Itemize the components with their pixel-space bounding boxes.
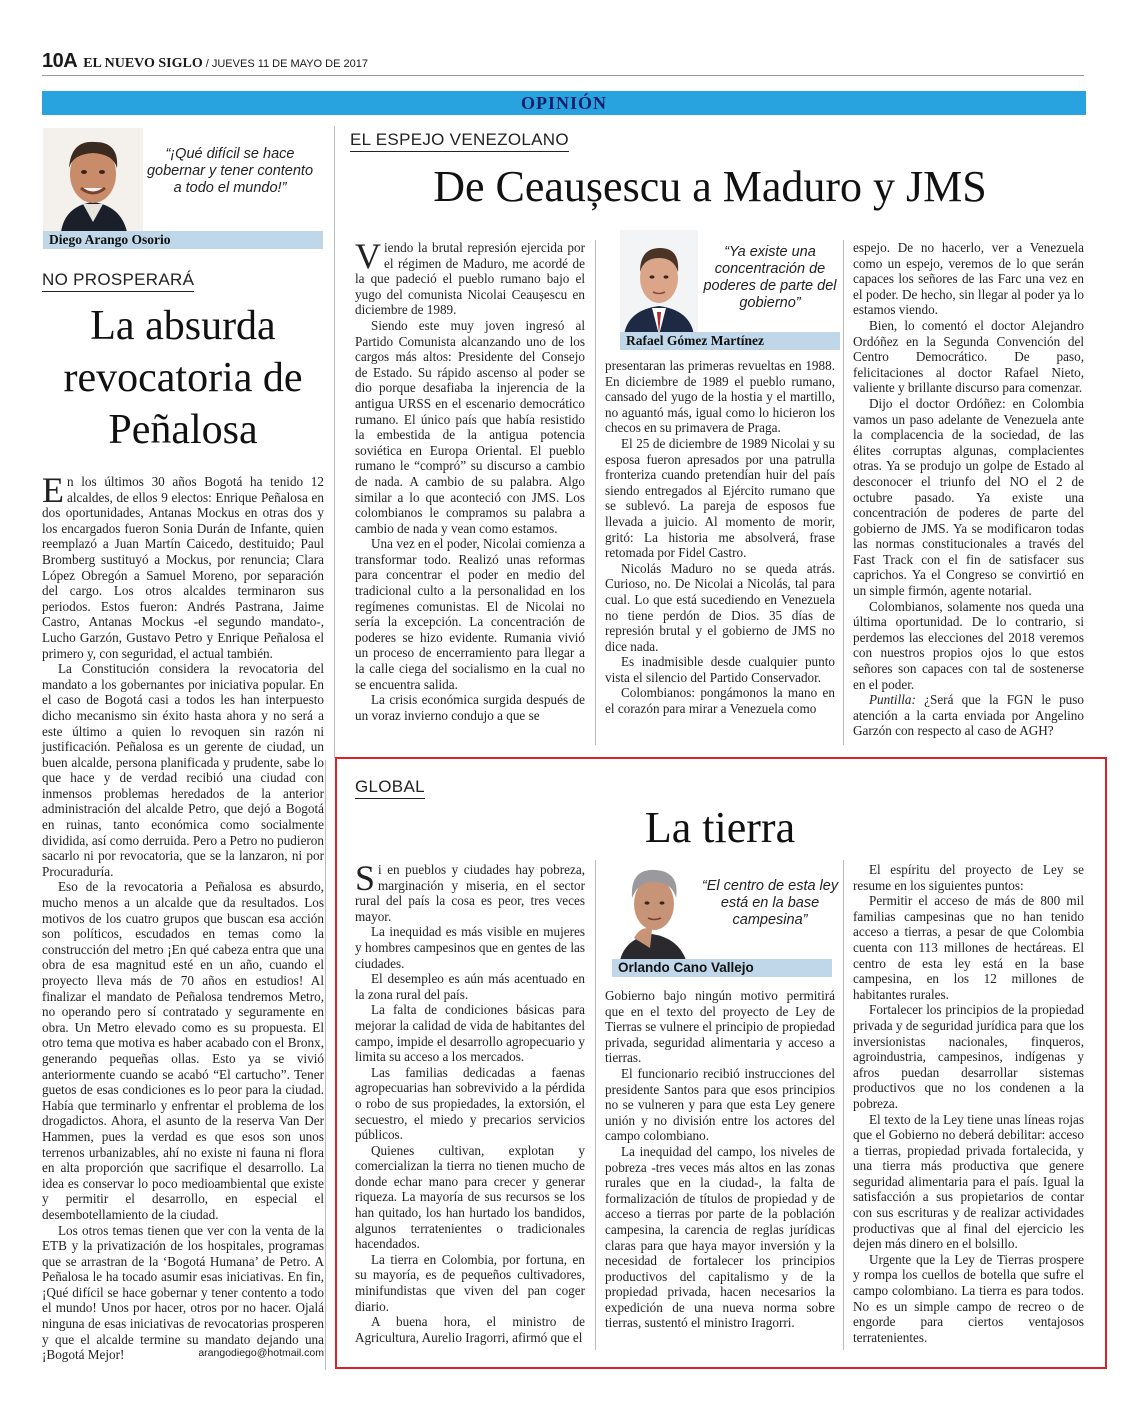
paragraph: Gobierno bajo ningún motivo permitirá que en el texto del proyecto de Ley de Tierras se vulnere el principio de propiedad privada, seguridad alimentaria y acceso a tierras. xyxy=(605,988,835,1066)
paragraph: Una vez en el poder, Nicolai comienza a transformar todo. Realizó unas reformas para concentrar el poder en medio del tradicional culto a la personalidad en los regímenes comunistas. El de Nicolai no sería la excepción. La concentración de poderes se hizo evidente. Rumania vivió un proceso de encerramiento para llegar a la calle ciega del socialismo en la cual no se encuentra salida. xyxy=(355,536,585,692)
paragraph: La crisis económica surgida después de un voraz invierno condujo a que se xyxy=(355,692,585,723)
paragraph: espejo. De no hacerlo, ver a Venezuela como un espejo, veremos de lo que serán capaces los señores de las Farc una vez en el poder. De hecho, sin llegar al poder ya lo estamos viendo. xyxy=(853,240,1084,318)
paragraph: El desempleo es aún más acentuado en la zona rural del país. xyxy=(355,971,585,1002)
puntilla-label: Puntilla: xyxy=(869,692,916,708)
page-header xyxy=(42,50,1084,76)
kicker-label: EL ESPEJO VENEZOLANO xyxy=(350,130,569,152)
author-name: Diego Arango Osorio xyxy=(43,231,323,249)
paragraph: El espíritu del proyecto de Ley se resume en los siguientes puntos: xyxy=(853,862,1084,893)
paragraph: En los últimos 30 años Bogotá ha tenido 12 alcaldes, de ellos 9 electos: Enrique Peñalosa en dos oportunidades, Antanas Mockus en otras dos y los encargados fueron Sonia Durán de Infante, quien reemplazó a Juan Martín Caicedo, destituido; Paul Bromberg sustituyó a Mockus, por renuncia; Clara López Obregón a Samuel Moreno, por separación del cargo. Los otros alcaldes terminaron sus periodos. Estos fueron: Andrés Pastrana, Jaime Castro, Antanas Mockus -el segundo mandato-, Lucho Garzón, Gustavo Petro y Enrique Peñalosa el primero y, con seguridad, el actual también. xyxy=(42,470,324,661)
article-headline: De Ceaușescu a Maduro y JMS xyxy=(433,162,987,211)
pull-quote: “El centro de esta ley está en la base campesina” xyxy=(701,878,839,928)
paragraph: Viendo la brutal represión ejercida por el régimen de Maduro, me acordé de la que padeció el pueblo rumano bajo el yugo del comunista Nicolai Ceaușescu en diciembre de 1989. xyxy=(355,236,585,318)
author-photo xyxy=(612,858,702,960)
column-divider xyxy=(843,240,844,745)
paragraph: Las familias dedicadas a faenas agropecuarias han sobrevivido a la pérdida o robo de sus propiedades, la extorsión, el secuestro, el miedo y precarios servicios públicos. xyxy=(355,1064,585,1143)
author-email: arangodiego@hotmail.com xyxy=(198,1347,324,1359)
author-name: Orlando Cano Vallejo xyxy=(612,959,832,977)
paragraph: Urgente que la Ley de Tierras prospere y rompa los cuellos de botella que sufre el campo colombiano. La tierra es para todos. No es un simple campo de recreo o de engorde para ciertos ventajosos terratenientes. xyxy=(853,1251,1084,1345)
paragraph: Siendo este muy joven ingresó al Partido Comunista alcanzando uno de los cargos más altos: Presidente del Consejo de Estado. Su rápido ascenso al poder se dio porque desafiaba la injerencia de la antigua URSS en el escenario democrático rumano. El único país que había resistido la embestida de la antigua potencia soviética en Europa Oriental. El pueblo rumano le “compró” su discurso a cambio de nada. A cambio de su palabra. Algo similar a lo que aconteció con JMS. Los colombianos le compramos su palabra a cambio de nada y vean como estamos. xyxy=(355,317,585,536)
paragraph: La inequidad del campo, los niveles de pobreza -tres veces más altos en las zonas rurales que en la ciudad-, la falta de formalización de títulos de propiedad y de acceso a tierras por parte de la población campesina, la carencia de reglas jurídicas claras para que haya mayor inversión y la necesidad de fortalecer los principios productivos del capitalismo y de la propiedad privada, hacen necesarios la expedición de una nueva norma sobre tierras, sustentó el ministro Iragorri. xyxy=(605,1143,835,1331)
article-kicker xyxy=(42,270,194,292)
pull-quote: “Ya existe una concentración de poderes de parte del gobierno” xyxy=(703,244,837,311)
paragraph: La inequidad es más visible en mujeres y hombres campesinos que en gentes de las ciudades. xyxy=(355,924,585,971)
drop-cap: V xyxy=(355,236,381,276)
paragraph: El funcionario recibió instrucciones del presidente Santos para que esos principios no se vulneren y para que esta Ley genere unión y no división entre los actores del campo colombiano. xyxy=(605,1065,835,1144)
newspaper-name: EL NUEVO SIGLO xyxy=(83,56,203,71)
pull-quote: “¡Qué difícil se hace gobernar y tener contento a todo el mundo!” xyxy=(146,146,314,196)
paragraph: Si en pueblos y ciudades hay pobreza, marginación y miseria, en el sector rural del país la cosa es peor, tres veces mayor. xyxy=(355,858,585,924)
kicker-label: GLOBAL xyxy=(355,777,425,799)
paragraph: La Constitución considera la revocatoria del mandato a los gobernantes por iniciativa popular. En el caso de Bogotá casi a todos les han interpuesto dicho mecanismo sin éxito hasta ahora y no será a este último a quien lo revoquen sin razón ni justificación. Peñalosa es un gerente de ciudad, un buen alcalde, persona planificada y prudente, sabe lo que hace y de verdad recibió una ciudad con inmensos problemas heredados de la anterior administración del alcalde Petro, que dejó a Bogotá en ruinas, tanto económica como socialmente dividida, así como derruida. Pero a Petro no pudieron sacarlo ni por revocatoria, que se la lanzaron, ni por Procuraduría. xyxy=(42,661,324,879)
paragraph: Colombianos, solamente nos queda una última oportunidad. De lo contrario, si perdemos las elecciones del 2018 veremos con nuestros propios ojos lo que estos señores son capaces con tal de sostenerse en el poder. xyxy=(853,598,1084,692)
paragraph: presentaran las primeras revueltas en 1988. En diciembre de 1989 el pueblo rumano, cansado del yugo de la hostia y el martillo, no aguantó más, igual como lo hicieron los checos en su primavera de Praga. xyxy=(605,358,835,436)
drop-cap: S xyxy=(355,858,376,898)
paragraph: Nicolás Maduro no se queda atrás. Curioso, no. De Nicolai a Nicolás, tal para cual. Lo que está sucediendo en Venezuela no tiene perdón de Dios. 35 días de represión brutal y el gobierno de JMS no dice nada. xyxy=(605,560,835,654)
paragraph: Eso de la revocatoria a Peñalosa es absurdo, mucho menos a un alcalde que da resultados. Los motivos de los cuatro grupos que buscan esa acción son políticos, escudados en temas como la construcción del metro ¡En qué cabeza entra que una obra de esa magnitud esté en un año, cuando el proyecto lleva más de 70 años en estudios! Al finalizar el mandato de Peñalosa tendremos Metro, no operando pero sí contratado y seguramente en obra. Un Metro elevado como es su propuesta. El otro tema que motiva es haber acabado con el Bronx, generando pequeñas ollas. Esto ya se vivió anteriormente cuando se acabó “El cartucho”. Tener guetos de esas condiciones es lo peor para la ciudad. Había que terminarlo y enfrentar el problema de los drogadictos. Ahora, el asunto de la reserva Van Der Hammen, pues la verdad es que esos son unos terrenos urbanizables, ahí no existe ni fauna ni flora en alta proporción que sacrifique el desarrollo. La idea es conservar lo poco medioambiental que existe y permitir el desarrollo, en especial el desembotellamiento de la ciudad. xyxy=(42,879,324,1222)
column-divider xyxy=(325,760,326,1370)
article-column-2 xyxy=(605,988,835,1348)
article-kicker xyxy=(355,777,425,799)
paragraph: El texto de la Ley tiene unas líneas rojas que el Gobierno no deberá debilitar: acceso a tierras, propiedad privada fortalecida, y una tierra más productiva que genere seguridad alimentaria para el país. Igual la satisfacción a sus propietarios de contar con sus escrituras y de realizar actividades productivas que al final del ejercicio les dejen más dinero en el bolsillo. xyxy=(853,1111,1084,1252)
page-number: 10A xyxy=(42,50,78,72)
article-column-3 xyxy=(853,240,1084,745)
paragraph: Fortalecer los principios de la propiedad privada y de seguridad jurídica para que los inversionistas nacionales, finqueros, agroindustria, campesinos, indígenas y afros puedan desarrollar sistemas productivos que no los condenen a la pobreza. xyxy=(853,1002,1084,1111)
author-photo xyxy=(620,230,698,335)
author-name: Rafael Gómez Martínez xyxy=(620,332,840,350)
column-divider xyxy=(334,126,335,758)
paragraph: La falta de condiciones básicas para mejorar la calidad de vida de habitantes del campo, impide el desarrollo agropecuario y limita su acceso a los mercados. xyxy=(355,1002,585,1065)
section-bar: OPINIÓN xyxy=(42,91,1086,115)
article-headline: La tierra xyxy=(644,803,796,852)
article-column-1 xyxy=(355,236,585,745)
article-column-1 xyxy=(355,858,585,1347)
paragraph: La tierra en Colombia, por fortuna, en su mayoría, es de pequeños cultivadores, minifundistas que viven del pan coger diario. xyxy=(355,1251,585,1314)
author-photo xyxy=(43,128,143,232)
paragraph: Permitir el acceso de más de 800 mil familias campesinas que no han tenido acceso a tierras, a pesar de que Colombia cuenta con 113 millones de hectáreas. El centro de esta ley está en la base campesina, en los 12 millones de habitantes rurales. xyxy=(853,893,1084,1002)
kicker-label: NO PROSPERARÁ xyxy=(42,270,194,292)
article-headline: La absurda revocatoria de Peñalosa xyxy=(63,303,303,453)
paragraph: Dijo el doctor Ordóñez: en Colombia vamos un paso adelante de Venezuela ante la complacencia de la sociedad, de las élites corruptas algunas, complacientes otras. Ya se produjo un golpe de Estado al desconocer el triunfo del NO el 2 de octubre pasado. Ya existe una concentración de poderes de parte del gobierno de JMS. Ya se modificaron todas las normas constitucionales a través del Fast Track con el fin de satisfacer sus caprichos. Ya el Congreso se convirtió en un simple firmón, agente notarial. xyxy=(853,395,1084,599)
issue-date: / JUEVES 11 DE MAYO DE 2017 xyxy=(205,58,368,70)
paragraph: Quienes cultivan, explotan y comercializan la tierra no tienen mucho de donde echar mano para crecer y generar riqueza. La mayoría de sus recursos se los han quitado, los han hurtado los bandidos, algunos terratenientes o tradicionales hacendados. xyxy=(355,1142,585,1252)
article-kicker xyxy=(350,130,569,152)
column-divider xyxy=(595,240,596,745)
article-column-3 xyxy=(853,862,1084,1347)
paragraph: Los otros temas tienen que ver con la venta de la ETB y la privatización de los hospitales, programas que se arrastran de la ‘Bogotá Humana’ de Petro. A Peñalosa le ha tocado asumir esas iniciativas. En fin, ¡Qué difícil se hace gobernar y tener contento a todo el mundo! Unos por hacer, otros por no hacer. Ojalá ninguna de esas iniciativas de revocatorias prosperen y que el alcalde termine su mandato dejando una ¡Bogotá Mejor! xyxy=(42,1222,324,1363)
paragraph: Bien, lo comentó el doctor Alejandro Ordóñez en la Segunda Convención del Centro Democrático. De paso, felicitaciones al doctor Rafael Nieto, valiente y brillante discurso para comenzar. xyxy=(853,317,1084,396)
paragraph: Colombianos: pongámonos la mano en el corazón para mirar a Venezuela como xyxy=(605,685,835,717)
paragraph: Es inadmisible desde cualquier punto vista el silencio del Partido Conservador. xyxy=(605,654,835,685)
paragraph: A buena hora, el ministro de Agricultura, Aurelio Iragorri, afirmó que el xyxy=(355,1314,585,1345)
drop-cap: E xyxy=(42,470,64,510)
article-column-2 xyxy=(605,358,835,745)
paragraph: Puntilla: ¿Será que la FGN le puso atención a la carta enviada por Angelino Garzón con respecto al caso de AGH? xyxy=(853,692,1084,739)
paragraph: El 25 de diciembre de 1989 Nicolai y su esposa fueron apresados por una patrulla fronteriza cuando pretendían huir del país siendo entregados al Ejército rumano que se sublevó. La pareja de esposos fue llevada a juicio. Al momento de morir, gritó: La historia me absolverá, frase retomada por Fidel Castro. xyxy=(605,435,835,561)
